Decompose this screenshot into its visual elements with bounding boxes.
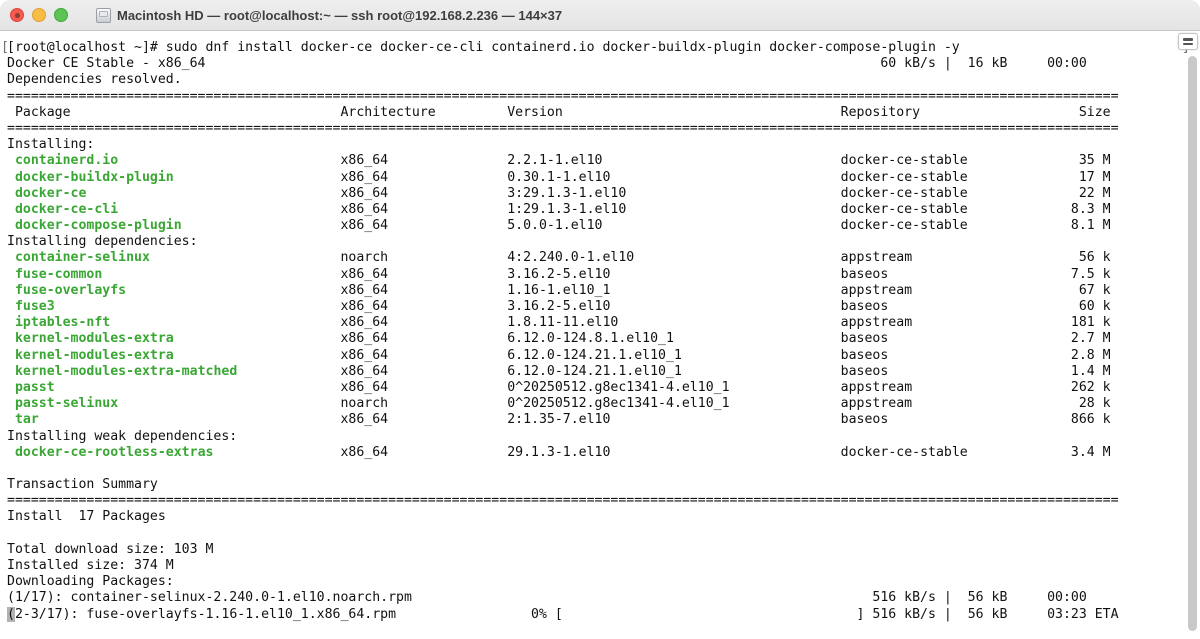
proxy-drive-icon[interactable]: [96, 8, 111, 23]
terminal-line: fuse-common x86_64 3.16.2-5.el10 baseos 7.5 k: [14, 266, 1111, 282]
window-title: Macintosh HD — root@localhost:~ — ssh root@192.168.2.236 — 144×37: [117, 7, 563, 23]
terminal-line: Transaction Summary: [7, 477, 158, 493]
terminal-line: kernel-modules-extra x86_64 6.12.0-124.8.1.el10_1 baseos 2.7 M: [14, 331, 1111, 347]
split-pane-icon: [1183, 38, 1193, 41]
window-controls: [10, 8, 68, 22]
terminal-line: Install 17 Packages: [7, 509, 166, 525]
terminal-output[interactable]: [0, 31, 1200, 639]
terminal-line: Downloading Packages:: [7, 574, 174, 590]
minimize-button[interactable]: [32, 8, 46, 22]
terminal-line: Installed size: 374 M: [7, 558, 174, 573]
terminal-cursor: (: [7, 606, 15, 622]
terminal-line: containerd.io x86_64 2.2.1-1.el10 docker-ce-stable 35 M: [14, 153, 1111, 169]
terminal-line: (1/17): container-selinux-2.240.0-1.el10.noarch.rpm 516 kB/s | 56 kB 00:00: [7, 590, 1087, 606]
terminal-line: Total download size: 103 M: [7, 541, 214, 557]
terminal-line: fuse-overlayfs x86_64 1.16-1.el10_1 appstream 67 k: [14, 282, 1111, 298]
terminal-line: docker-compose-plugin x86_64 5.0.0-1.el10 docker-ce-stable 8.1 M: [14, 218, 1111, 234]
split-pane-button[interactable]: [1178, 33, 1198, 50]
terminal-line: kernel-modules-extra-matched x86_64 6.12.0-124.21.1.el10_1 baseos 1.4 M: [14, 363, 1111, 379]
scrollbar[interactable]: [1188, 52, 1198, 635]
terminal-line: container-selinux noarch 4:2.240.0-1.el10 appstream 56 k: [14, 250, 1111, 266]
scrollbar-thumb[interactable]: [1188, 56, 1197, 631]
command-mark-left: [: [1, 40, 9, 55]
terminal-line: Installing dependencies:: [7, 234, 198, 250]
terminal-line: kernel-modules-extra x86_64 6.12.0-124.21.1.el10_1 baseos 2.8 M: [14, 347, 1111, 363]
titlebar: [0, 0, 1200, 31]
zoom-button[interactable]: [54, 8, 68, 22]
terminal-line: [7, 461, 1200, 477]
terminal-line: Installing:: [7, 137, 95, 153]
terminal-line: (2-3/17): fuse-overlayfs-1.16-1.el10_1.x86_64.rpm 0% [ ] 516 kB/s | 56 kB 03:23 ETA: [7, 606, 1119, 622]
terminal-line: passt-selinux noarch 0^20250512.g8ec1341-4.el10_1 appstream 28 k: [14, 396, 1111, 412]
terminal-line: docker-ce-cli x86_64 1:29.1.3-1.el10 docker-ce-stable 8.3 M: [14, 201, 1111, 217]
terminal-line: ============================================================================================================================================: [7, 493, 1119, 509]
terminal-line: [7, 526, 1200, 542]
terminal-line: docker-ce-rootless-extras x86_64 29.1.3-1.el10 docker-ce-stable 3.4 M: [14, 444, 1111, 460]
terminal-line: docker-buildx-plugin x86_64 0.30.1-1.el10 docker-ce-stable 17 M: [14, 169, 1111, 185]
terminal-line: Dependencies resolved.: [7, 72, 182, 88]
terminal-line: passt x86_64 0^20250512.g8ec1341-4.el10_1 appstream 262 k: [14, 379, 1111, 395]
terminal-line: ============================================================================================================================================: [7, 120, 1119, 136]
terminal-line: Installing weak dependencies:: [7, 428, 238, 444]
terminal-line: docker-ce x86_64 3:29.1.3-1.el10 docker-ce-stable 22 M: [14, 185, 1111, 201]
terminal-line: tar x86_64 2:1.35-7.el10 baseos 866 k: [14, 412, 1111, 428]
terminal-line: ============================================================================================================================================: [7, 88, 1119, 104]
terminal-line: iptables-nft x86_64 1.8.11-11.el10 appstream 181 k: [14, 315, 1111, 331]
close-button[interactable]: [10, 8, 24, 22]
terminal-line: fuse3 x86_64 3.16.2-5.el10 baseos 60 k: [14, 299, 1111, 314]
terminal-line: [root@localhost ~]# sudo dnf install docker-ce docker-ce-cli containerd.io docker-buildx-plugin docker-compose-plugin -y [: [7, 40, 1200, 56]
terminal-line: Package Architecture Version Repository Size: [7, 104, 1111, 120]
terminal-line: Docker CE Stable - x86_64 60 kB/s | 16 kB 00:00: [7, 56, 1087, 72]
